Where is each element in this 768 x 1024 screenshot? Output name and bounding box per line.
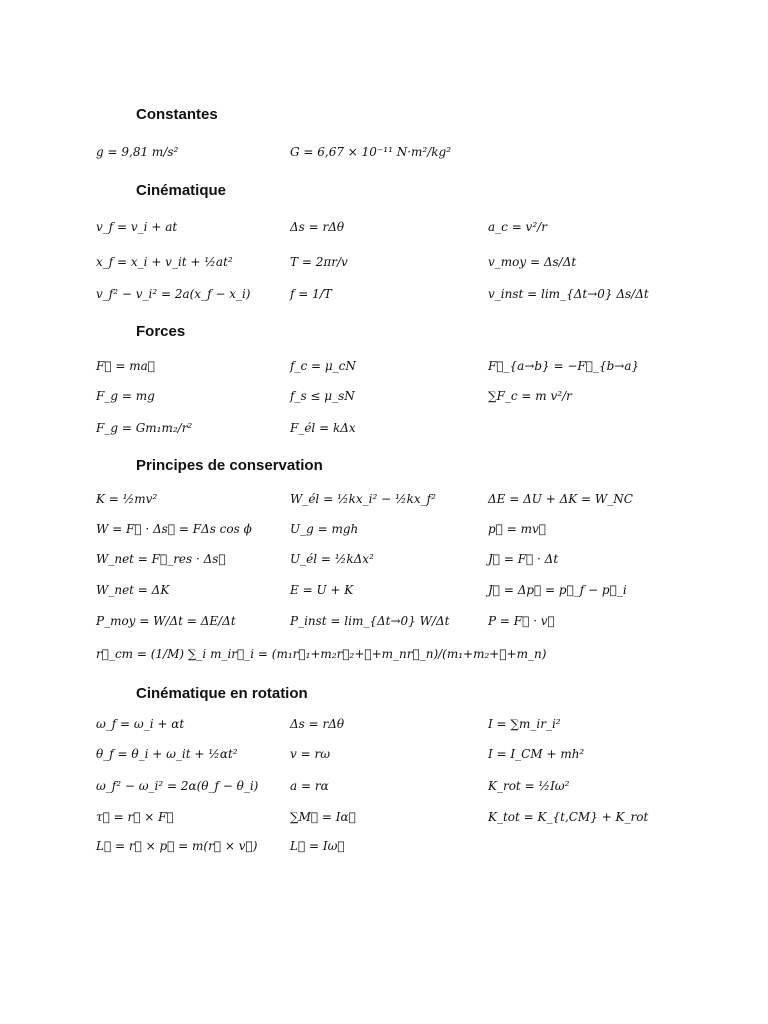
equation: U_g = mgh bbox=[290, 522, 359, 536]
section-title-rotation: Cinématique en rotation bbox=[136, 685, 308, 702]
equation: ω_f = ω_i + αt bbox=[96, 717, 185, 731]
equation: J⃗ = Δp⃗ = p⃗_f − p⃗_i bbox=[488, 583, 627, 597]
equation: v = rω bbox=[290, 747, 330, 761]
equation: F_él = kΔx bbox=[290, 421, 356, 435]
equation: ∑M⃗ = Iα⃗ bbox=[290, 810, 356, 824]
equation: v_f = v_i + at bbox=[96, 220, 178, 234]
equation: E = U + K bbox=[290, 583, 354, 597]
section-title-conservation: Principes de conservation bbox=[136, 457, 323, 474]
equation: g = 9,81 m/s² bbox=[96, 145, 179, 159]
equation: P_moy = W/Δt = ΔE/Δt bbox=[96, 614, 236, 628]
equation: G = 6,67 × 10⁻¹¹ N·m²/kg² bbox=[290, 145, 452, 159]
section-title-cinematique: Cinématique bbox=[136, 182, 227, 199]
equation: τ⃗ = r⃗ × F⃗ bbox=[96, 810, 174, 824]
equation: f_s ≤ μ_sN bbox=[290, 389, 355, 403]
section-title-constantes: Constantes bbox=[136, 106, 218, 123]
equation: J⃗ = F⃗ · Δt bbox=[488, 552, 559, 566]
equation: I = ∑m_ir_i² bbox=[488, 717, 561, 731]
equation: K = ½mv² bbox=[96, 492, 158, 506]
equation: x_f = x_i + v_it + ½at² bbox=[96, 255, 233, 269]
equation: F_g = mg bbox=[96, 389, 155, 403]
equation: ∑F_c = m v²/r bbox=[488, 389, 572, 403]
equation: θ_f = θ_i + ω_it + ½αt² bbox=[96, 747, 238, 761]
equation: p⃗ = mv⃗ bbox=[488, 522, 546, 536]
equation: F⃗_{a→b} = −F⃗_{b→a} bbox=[488, 359, 640, 373]
equation: L⃗ = r⃗ × p⃗ = m(r⃗ × v⃗) bbox=[96, 839, 258, 853]
equation: ω_f² − ω_i² = 2α(θ_f − θ_i) bbox=[96, 779, 259, 793]
equation: W_él = ½kx_i² − ½kx_f² bbox=[290, 492, 436, 506]
equation: a_c = v²/r bbox=[488, 220, 547, 234]
equation: L⃗ = Iω⃗ bbox=[290, 839, 345, 853]
equation: U_él = ½kΔx² bbox=[290, 552, 374, 566]
equation: W_net = F⃗_res · Δs⃗ bbox=[96, 552, 226, 566]
equation: K_tot = K_{t,CM} + K_rot bbox=[488, 810, 649, 824]
equation: ΔE = ΔU + ΔK = W_NC bbox=[488, 492, 633, 506]
equation: P_inst = lim_{Δt→0} W/Δt bbox=[290, 614, 450, 628]
equation: v_f² − v_i² = 2a(x_f − x_i) bbox=[96, 287, 251, 301]
equation: F_g = Gm₁m₂/r² bbox=[96, 421, 193, 435]
equation: v_moy = Δs/Δt bbox=[488, 255, 577, 269]
equation: Δs = rΔθ bbox=[290, 717, 345, 731]
equation: I = I_CM + mh² bbox=[488, 747, 585, 761]
equation: v_inst = lim_{Δt→0} Δs/Δt bbox=[488, 287, 649, 301]
equation: W_net = ΔK bbox=[96, 583, 170, 597]
equation: P = F⃗ · v⃗ bbox=[488, 614, 555, 628]
equation: a = rα bbox=[290, 779, 329, 793]
equation: W = F⃗ · Δs⃗ = FΔs cos ϕ bbox=[96, 522, 252, 536]
equation: Δs = rΔθ bbox=[290, 220, 345, 234]
equation: r⃗_cm = (1/M) ∑_i m_ir⃗_i = (m₁r⃗₁+m₂r⃗₂+⋯+m_nr⃗_n)/(m₁+m₂+⋯+m_n) bbox=[96, 647, 547, 661]
equation: F⃗ = ma⃗ bbox=[96, 359, 155, 373]
section-title-forces: Forces bbox=[136, 323, 186, 340]
equation: f_c = μ_cN bbox=[290, 359, 356, 373]
equation: K_rot = ½Iω² bbox=[488, 779, 570, 793]
equation: T = 2πr/v bbox=[290, 255, 348, 269]
equation: f = 1/T bbox=[290, 287, 332, 301]
